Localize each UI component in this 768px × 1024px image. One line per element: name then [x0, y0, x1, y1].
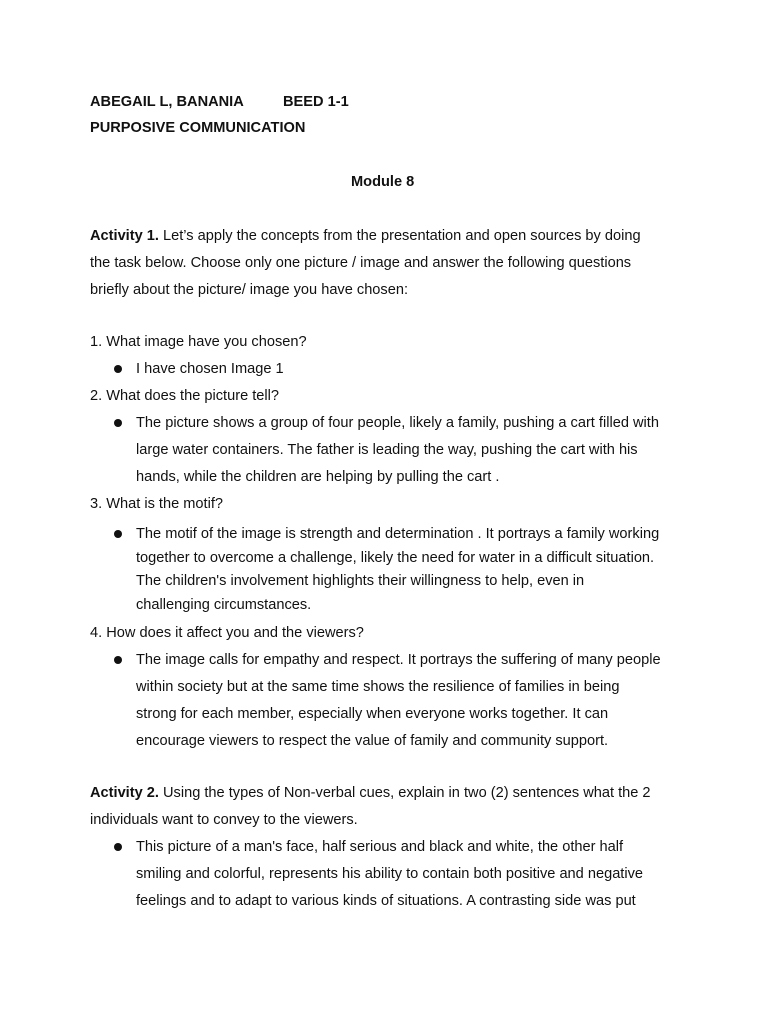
answer-4-line: strong for each member, especially when everyone works together. It can [136, 706, 609, 722]
bullet-icon [114, 530, 122, 538]
answer-2-line: The picture shows a group of four people, likely a family, pushing a cart filled with [136, 415, 659, 431]
activity2-intro-text: Using the types of Non-verbal cues, explain in two (2) sentences what the 2 [163, 785, 651, 801]
activity2-answer-line: smiling and colorful, represents his ability to contain both positive and negative [136, 866, 644, 882]
question-2: 2. What does the picture tell? [90, 388, 280, 404]
bullet-icon [114, 843, 122, 851]
activity1-intro-line: briefly about the picture/ image you have chosen: [90, 282, 409, 298]
activity1-label: Activity 1. [90, 228, 159, 244]
activity2-answer-line: feelings and to adapt to various kinds of situations. A contrasting side was put [136, 893, 636, 909]
student-section: BEED 1-1 [283, 94, 349, 110]
student-name: ABEGAIL L, BANANIA [90, 94, 244, 110]
activity1-intro-text: Let’s apply the concepts from the presentation and open sources by doing [163, 228, 641, 244]
question-1: 1. What image have you chosen? [90, 334, 307, 350]
module-title: Module 8 [351, 174, 415, 190]
activity2-answer-line: This picture of a man's face, half serious and black and white, the other half [136, 839, 624, 855]
activity1-intro-line [90, 227, 641, 245]
answer-3-line: The children's involvement highlights their willingness to help, even in [136, 573, 585, 589]
activity1-intro-line: the task below. Choose only one picture / image and answer the following questions [90, 255, 632, 271]
answer-4-line: The image calls for empathy and respect. It portrays the suffering of many people [136, 652, 661, 668]
answer-4-line: within society but at the same time shows the resilience of families in being [136, 679, 620, 695]
activity2-intro-line [90, 784, 651, 802]
answer-2-line: large water containers. The father is leading the way, pushing the cart with his [136, 442, 638, 458]
bullet-icon [114, 656, 122, 664]
course-title: PURPOSIVE COMMUNICATION [90, 120, 306, 136]
answer-4-line: encourage viewers to respect the value of family and community support. [136, 733, 609, 749]
answer-3-line: together to overcome a challenge, likely the need for water in a difficult situation. [136, 550, 655, 566]
answer-3-line: challenging circumstances. [136, 597, 312, 613]
bullet-icon [114, 365, 122, 373]
bullet-icon [114, 419, 122, 427]
answer-2-line: hands, while the children are helping by pulling the cart . [136, 469, 500, 485]
activity2-intro-line: individuals want to convey to the viewers. [90, 812, 358, 828]
answer-3-line: The motif of the image is strength and determination . It portrays a family working [136, 526, 660, 542]
activity2-label: Activity 2. [90, 785, 159, 801]
question-3: 3. What is the motif? [90, 496, 224, 512]
question-4: 4. How does it affect you and the viewers? [90, 625, 364, 641]
answer-1-line: I have chosen Image 1 [136, 361, 284, 377]
